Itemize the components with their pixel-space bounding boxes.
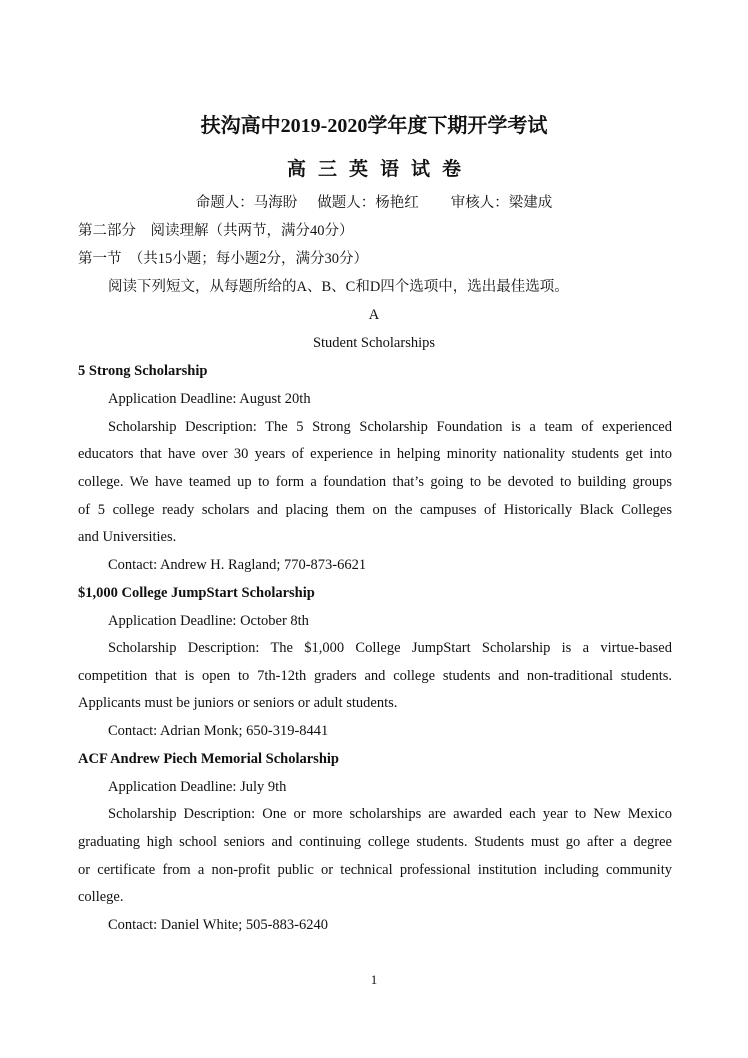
scholarship-description-line: college. We have teamed up to form a foundation that’s going to be devoted to building groups bbox=[78, 474, 672, 490]
scholarship-description-line: educators that have over 30 years of experience in helping minority nationality students get into bbox=[78, 446, 672, 462]
scholarship-description-line: Scholarship Description: The 5 Strong Scholarship Foundation is a team of experienced bbox=[108, 419, 672, 435]
scholarship-description-line: of 5 college ready scholars and placing them on the campuses of Historically Black Colleges bbox=[78, 502, 672, 518]
scholarship-contact: Contact: Daniel White; 505-883-6240 bbox=[108, 917, 329, 933]
scholarship-description-line: graduating high school seniors and continuing college students. Students must go after a degree bbox=[78, 834, 672, 850]
scholarship-description-line: or certificate from a non-profit public or technical professional institution including community bbox=[78, 862, 672, 878]
scholarship-deadline: Application Deadline: October 8th bbox=[108, 613, 309, 629]
exam-title: 高三英语试卷 bbox=[286, 159, 473, 180]
part-heading: 第二部分 阅读理解（共两节，满分40分） bbox=[78, 223, 354, 239]
solver-text: 做题人：杨艳红 bbox=[317, 195, 419, 211]
section-heading: 第一节 （共15小题；每小题2分，满分30分） bbox=[78, 251, 368, 267]
reviewer-text: 审核人：梁建成 bbox=[450, 195, 553, 211]
scholarship-description-line: Scholarship Description: The $1,000 College JumpStart Scholarship is a virtue-based bbox=[108, 640, 672, 656]
scholarship-name: 5 Strong Scholarship bbox=[78, 363, 208, 379]
scholarship-description-line: and Universities. bbox=[78, 529, 177, 545]
setter-text: 命题人：马海盼 bbox=[195, 195, 298, 211]
scholarship-deadline: Application Deadline: August 20th bbox=[108, 391, 311, 407]
scholarship-description-line: competition that is open to 7th-12th graders and college students and non-traditional students. bbox=[78, 668, 672, 684]
passage-title: Student Scholarships bbox=[312, 335, 436, 351]
scholarship-deadline: Application Deadline: July 9th bbox=[108, 779, 287, 795]
author-line bbox=[0, 194, 748, 212]
scholarship-description-line: college. bbox=[78, 889, 124, 905]
scholarship-name: ACF Andrew Piech Memorial Scholarship bbox=[78, 751, 339, 767]
scholarship-description-line: Applicants must be juniors or seniors or adult students. bbox=[78, 695, 398, 711]
scholarship-contact: Contact: Adrian Monk; 650-319-8441 bbox=[108, 723, 329, 739]
scholarship-contact: Contact: Andrew H. Ragland; 770-873-6621 bbox=[108, 557, 367, 573]
school-title: 扶沟高中2019-2020学年度下期开学考试 bbox=[200, 115, 548, 137]
scholarship-description-line: Scholarship Description: One or more scholarships are awarded each year to New Mexico bbox=[108, 806, 672, 822]
scholarship-name: $1,000 College JumpStart Scholarship bbox=[78, 585, 315, 601]
directions-text: 阅读下列短文，从每题所给的A、B、C和D四个选项中，选出最佳选项。 bbox=[108, 279, 569, 295]
page-number: 1 bbox=[370, 972, 378, 987]
passage-letter: A bbox=[368, 307, 380, 323]
